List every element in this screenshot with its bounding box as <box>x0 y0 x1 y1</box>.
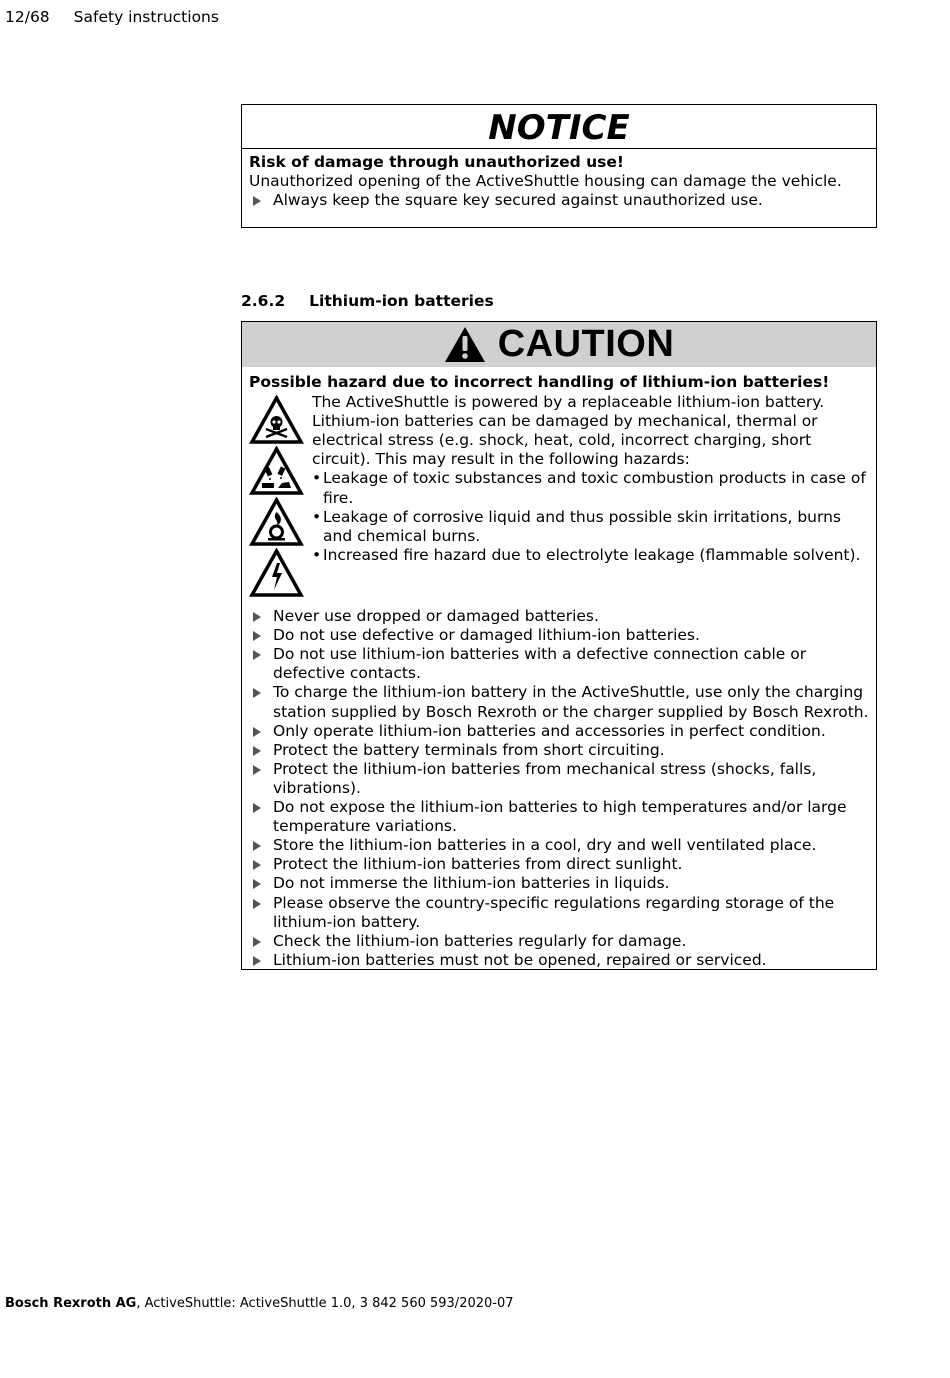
section-number: 2.6.2 <box>241 292 286 310</box>
bullet-text: Protect the battery terminals from short circuiting. <box>273 740 665 759</box>
notice-body <box>242 149 876 211</box>
triangle-bullet-icon <box>253 746 261 756</box>
caution-heading: Possible hazard due to incorrect handling of lithium-ion batteries! <box>249 373 830 391</box>
bullet-text: Only operate lithium-ion batteries and accessories in perfect condition. <box>273 721 826 740</box>
list-item <box>249 626 869 645</box>
list-item: • Leakage of corrosive liquid and thus possible skin irritations, burns and chemical burns. <box>312 508 869 546</box>
caution-banner <box>242 322 876 367</box>
bullet-text: Store the lithium-ion batteries in a cool, dry and well ventilated place. <box>273 836 817 855</box>
bullet-text: Do not immerse the lithium-ion batteries in liquids. <box>273 874 670 893</box>
bullet-text: Always keep the square key secured against unauthorized use. <box>273 191 763 210</box>
section-heading <box>241 291 494 311</box>
triangle-bullet-icon <box>253 803 261 813</box>
bullet-text: Never use dropped or damaged batteries. <box>273 607 599 626</box>
list-item <box>249 894 869 932</box>
hazard-list <box>312 469 869 564</box>
bullet-text: Protect the lithium-ion batteries from direct sunlight. <box>273 855 683 874</box>
corrosive-icon <box>249 446 304 496</box>
list-item <box>249 951 869 970</box>
bullet-text: Do not use lithium-ion batteries with a defective connection cable or defective contacts. <box>273 645 807 683</box>
section-title: Lithium-ion batteries <box>309 292 494 310</box>
caution-title: CAUTION <box>497 323 675 365</box>
bullet-text: Lithium-ion batteries must not be opened, repaired or serviced. <box>273 950 767 969</box>
notice-text: Unauthorized opening of the ActiveShuttle housing can damage the vehicle. <box>249 172 842 191</box>
triangle-bullet-icon <box>253 631 261 641</box>
list-item <box>249 874 869 893</box>
triangle-bullet-icon <box>253 879 261 889</box>
triangle-bullet-icon <box>253 650 261 660</box>
page-header <box>5 7 219 27</box>
list-item <box>249 683 869 721</box>
warning-triangle-icon <box>444 326 486 363</box>
bullet-text: Protect the lithium-ion batteries from mechanical stress (shocks, falls, vibrations). <box>273 759 817 797</box>
electrical-icon <box>249 548 304 598</box>
notice-bullet-list <box>249 191 869 210</box>
oxidizing-icon <box>249 497 304 547</box>
list-item <box>249 607 869 626</box>
list-item: • Increased fire hazard due to electrolyte leakage (flammable solvent). <box>312 546 869 565</box>
list-item <box>249 191 869 210</box>
triangle-bullet-icon <box>253 727 261 737</box>
list-item <box>249 798 869 836</box>
list-item <box>249 855 869 874</box>
bullet-text: To charge the lithium-ion battery in the ActiveShuttle, use only the charging station supplied by Bosch Rexroth or the charger supplied by Bosch Rexroth. <box>273 683 869 721</box>
bullet-text: Do not expose the lithium-ion batteries to high temperatures and/or large temperature variations. <box>273 798 847 836</box>
hazard-row <box>249 393 869 599</box>
list-item <box>249 932 869 951</box>
triangle-bullet-icon <box>253 860 261 870</box>
triangle-bullet-icon <box>253 956 261 966</box>
triangle-bullet-icon <box>253 688 261 698</box>
caution-body <box>242 367 876 970</box>
list-item: • Leakage of toxic substances and toxic combustion products in case of fire. <box>312 469 869 507</box>
toxic-icon <box>249 395 304 445</box>
list-item <box>249 645 869 683</box>
triangle-bullet-icon <box>253 841 261 851</box>
caution-bullet-list <box>249 607 869 970</box>
triangle-bullet-icon <box>253 196 261 206</box>
triangle-bullet-icon <box>253 937 261 947</box>
list-item <box>249 836 869 855</box>
header-section-title: Safety instructions <box>73 8 219 26</box>
caution-box <box>241 321 877 970</box>
notice-title: NOTICE <box>242 105 876 149</box>
list-item <box>249 760 869 798</box>
list-item <box>249 741 869 760</box>
triangle-bullet-icon <box>253 765 261 775</box>
footer-company: Bosch Rexroth AG <box>5 1296 137 1311</box>
bullet-text: Please observe the country-specific regulations regarding storage of the lithium-ion battery. <box>273 893 835 931</box>
list-item <box>249 722 869 741</box>
footer-document: , ActiveShuttle: ActiveShuttle 1.0, 3 842 560 593/2020-07 <box>136 1296 514 1311</box>
bullet-text: Check the lithium-ion batteries regularly for damage. <box>273 931 687 950</box>
notice-box <box>241 104 877 228</box>
triangle-bullet-icon <box>253 612 261 622</box>
hazard-icons <box>249 393 312 599</box>
caution-intro: The ActiveShuttle is powered by a replaceable lithium-ion battery. Lithium-ion batteries can be damaged by mechanical, thermal or electrical stress (e.g. shock, heat, cold, incorrect charging, short circuit). This may result in the following hazards: <box>312 393 825 469</box>
notice-heading: Risk of damage through unauthorized use! <box>249 153 624 171</box>
triangle-bullet-icon <box>253 899 261 909</box>
bullet-text: Do not use defective or damaged lithium-ion batteries. <box>273 626 700 645</box>
hazard-text <box>312 393 869 599</box>
page-footer <box>5 1295 514 1313</box>
page-number: 12/68 <box>5 8 50 26</box>
